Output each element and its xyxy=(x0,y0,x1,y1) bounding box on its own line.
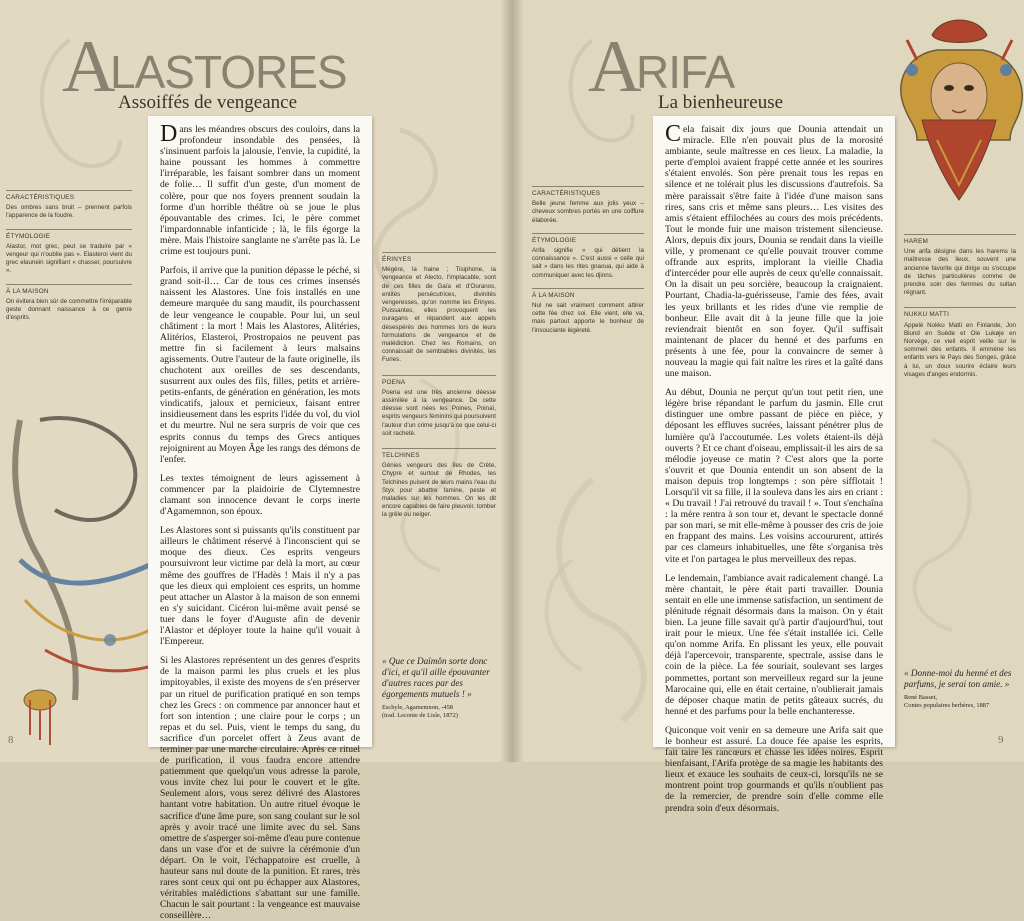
page-number: 9 xyxy=(998,734,1004,746)
title-initial: A xyxy=(62,26,116,108)
info-section-body: Arifa signifie « qui détient la connaissance ». C'est aussi « celle qui sait » dans les rites gnaoua, qui aide à communiquer avec les djinns. xyxy=(532,247,644,279)
body-paragraph: Les textes témoignent de leurs agissement à commencer par la plaidoirie de Clytemnestre clamant son innocence devant le corps inerte d'Agamemnon, son époux. xyxy=(160,472,360,518)
page-subtitle: La bienheureuse xyxy=(658,92,784,113)
info-section-body: Belle jeune femme aux jolis yeux – cheveux sombres portés en une coiffure élaborée. xyxy=(532,200,644,224)
info-section xyxy=(532,186,644,225)
quote-source-line: (trad. Leconte de Lisle, 1872) xyxy=(382,712,458,719)
info-section xyxy=(532,233,644,280)
right-page xyxy=(512,0,1024,814)
main-text-panel xyxy=(148,116,372,921)
body-paragraph: Parfois, il arrive que la punition dépasse le péché, si grand soit-il… Car de tous ces crimes insensés naissent les Alastores. Une fois installés en une demeure marquée du sang maudit, ils pourchassent de leur vengeance le coupable. Pour lui, un seul châtiment : la mort ! Mais les Alastores, Alitéries, Alitérios, Elasteroi, Prostropaios ne peuvent pas mettre fin si facilement à leurs malsains agissements. Outre l'auteur de la faute originelle, ils chuchotent aux oreilles de ses descendants, susurrent aux oules des fils, filles, petits et arrière-petits-enfants, de génération en génération, les mots vindicatifs, jaloux et pernicieux, faisant entrer insidieusement dans les esprits l'idée du vol, du viol et du meurtre. Nul ne sera surpris de voir que ces esprits connus du temps des Grecs antiques rejoignirent au Moyen Âge les rangs des démons de l'enfer. xyxy=(160,265,360,465)
related-section-body: Appelé Nokku Matti en Finlande, Jon Blund en Suède et Ole Lukøje en Norvège, ce vieil esprit veille sur le sommeil des enfants. Il emmène les enfants vers le Pays des Songes, grâce à lui, un doux sourire éclaire leurs visages d'anges endormis. xyxy=(904,321,1016,378)
body-paragraph: Dans les méandres obscurs des couloirs, dans la profondeur insondable des pensées, là s'insinuent parfois la jalousie, l'envie, la cupidité, la haine poussant les hommes à commettre l'irréparable, les faisant sombrer dans un moment de folie… Il suffit d'un geste, d'un moment de colère, pour que nos foyers prennent soudain la forme d'un horrible théâtre où se joue le plus épouvantable des crimes. Ici, le père commet l'impardonnable infanticide ; là, le fils égorge la mère. Mais l'histoire sanglante ne s'arrête pas là. Le crime est toujours puni. xyxy=(160,121,360,258)
page-title: RIFA xyxy=(636,46,735,98)
info-section xyxy=(532,288,644,335)
body-paragraph: Au début, Dounia ne perçut qu'un tout petit rien, une légère brise répandant le parfum du jasmin. Elle crut distinguer une ombre passant de pièce en pièce, y déposant les effluves sucrées, laissant pénétrer plus de lumière qu'à l'accoutumée. Les volets étaient-ils déjà ouverts ? Et ce chant d'oiseau, emplissait-il les airs de sa mélodie joyeuse ce matin ? C'est alors que la porte s'ouvrit et que Dounia entendit un son absent de la maison depuis trop longtemps : son père sifflotait ! Lorsqu'il vit sa fille, il la souleva dans les airs en criant : « Du travail ! J'ai retrouvé du travail ! ». Tout s'enchaîna : la mère rentra à son tour et, devant le spectacle donné par son mari, se mit elle-même à pousser des cris de joie en frappant des mains. Les voisins accoururent, attirés par ces clameurs inhabituelles, une fête s'organisa très vite et l'on partagea le plus merveilleux des repas. xyxy=(665,387,883,565)
related-section xyxy=(382,252,496,365)
left-related-sidebar xyxy=(382,252,496,528)
body-paragraph: Quiconque voit venir en sa demeure une Arifa sait que le bonheur est assuré. La douce fée apaise les esprits, fait taire les rancœurs et chasse les idées noires. Esprit bienfaisant, l'Arifa protège de sa magie les habitants des lieux et exauce les souhaits de ceux-ci, lorsqu'ils ne se montrent point trop gourmands et qu'ils n'oublient pas de la remercier, de prendre soin d'elle comme elle prendra soin d'eux désormais. xyxy=(665,724,883,814)
title-initial: A xyxy=(588,26,642,108)
related-section xyxy=(904,307,1016,379)
related-section-body: Une arifa désigne dans les harems la maîtresse des lieux, souvent une ancienne favorite qui dirige ou s'occupe de tâches particulières comme de prendre soin des femmes du sultan régnant. xyxy=(904,248,1016,297)
related-section-body: Poena est une très ancienne déesse assimilée à la vengeance. De cette déesse sont nées les Poines, Poinaï, esprits vengeurs féminins qui poursuivent l'auteur d'un crime jusqu'à ce que celui-ci soit rachetè. xyxy=(382,388,496,437)
related-section xyxy=(382,448,496,520)
info-section-title: CARACTÉRISTIQUES xyxy=(6,194,75,201)
info-section-title: À LA MAISON xyxy=(532,291,575,299)
info-section-body: Nul ne sait vraiment comment attirer cette fée chez soi. Elle vient, elle va, mais partout apporte le bonheur de l'insouciante légèreté. xyxy=(532,302,644,334)
related-section-body: Génies vengeurs des îles de Crète, Chypre et surtout de Rhodes, les Telchines puisent de leurs mains l'eau du Styx pour abattre famine, peste et maladies sur les hommes. On les dit encore capables de faire pleuvoir, tomber la grêle ou neiger. xyxy=(382,462,496,519)
quote-source xyxy=(904,694,1014,710)
book-spine-shadow xyxy=(500,0,524,762)
page-number: 8 xyxy=(8,734,14,746)
related-section xyxy=(904,234,1016,297)
body-paragraph: Si les Alastores représentent un des genres d'esprits de la maison parmi les plus cruels et les plus impitoyables, il existe des moyens de s'en préserver par un rituel de purification pratiqué en son temps chez les Grecs : on commence par annoncer haut et fort son intention ; une claire pour le corps ; un repas et du sel. Puis, vient le temps du sang, du sacrifice d'un porcelet offert à Zeus avant de terminer par une marche circulaire. Après ce rituel de purification, il vous faudra encore attendre patiemment que quelqu'un vous adresse la parole, vous invite chez lui pour le couvert et le gîte. Seulement alors, vous serez délivré des Alastores hantant votre habitation. Un autre rituel évoque le sacrifice d'une âme pure, son sang coulant sur le sol après y avoir tracé une limite avec du sel. Sans omettre de s'asperger soi-même d'eau pure contenue dans un vase d'or et de suivre la cérémonie d'un départ. On le voit, l'échappatoire est cruelle, à hauteur sans nul doute de la punition. Et rares, très rares sont ceux qui ont pu échapper aux Alastores, véritables malédictions s'abattant sur une famille. Chacun le sait pourtant : la vengeance est mauvaise conseillère… xyxy=(160,655,360,921)
related-section-title: HAREM xyxy=(904,238,929,245)
quote-source xyxy=(382,704,490,720)
epigraph-quote xyxy=(382,656,490,720)
info-section-title: À LA MAISON xyxy=(6,287,49,295)
quote-text: « Que ce Daïmôn sorte donc d'ici, et qu'il aille épouvanter d'autres races par des égorgements mutuels ! » xyxy=(382,656,490,699)
quote-source-line: Eschyle, Agamemnon, -458 xyxy=(382,704,453,711)
left-info-sidebar xyxy=(6,190,132,330)
info-section-body: Des ombres sans bruit – prennent parfois l'apparence de la foudre. xyxy=(6,204,132,220)
body-paragraph: Cela faisait dix jours que Dounia attendait un miracle. Elle n'en pouvait plus de la morosité ambiante, seule maîtresse en ces lieux. La maladie, la perte d'emploi avaient frappé cette année et les sourires s'étaient envolés. Son père prenait tous les repas en silence et ne tolérait plus les discussions d'autrefois. Sa mère paraissait s'être faite à l'idée d'une maison sans rires, sans cris et même sans pleurs… Les visites des amis s'étaient effilochées au cours des mois précédents. Tout le monde fuir une maison tristement silencieuse. Alors, depuis dix jours, Dounia se rendait dans la vieille ville, y promenant ce qu'elle pouvait trouver comme offrande aux esprits, implorant la vieille Chadia d'intercéder pour elle auprès de ceux qu'elle connaissait. On la disait un peu sorcière, beaucoup la craignaient. Pourtant, Chadia-la-guérisseuse, l'amie des fées, avait les yeux brillants et les rides d'une vie remplie de bonheur. Elle avait dit à la jeune fille que la joie reviendrait bientôt en son foyer. Qu'il suffisait maintenant de placer du henné et des parfums en présents à une fée, pour la convaincre de semer à nouveau la magie qui fait naître les rires et la gaîté dans une maison. xyxy=(665,121,883,380)
info-section xyxy=(6,190,132,221)
related-section-title: ÉRINYES xyxy=(382,256,412,263)
quote-source-line: René Basset, xyxy=(904,694,938,701)
body-paragraph: Les Alastores sont si puissants qu'ils constituent par ailleurs le châtiment réservé à l'inconscient qui se moque des dieux. Ces esprits vengeurs poursuivront leur victime par delà la mort, au cœur même des gouffres de l'Hadès ! Mais il n'y a pas que les dieux qui emploient ces esprits, un homme peut attacher un Alastor à la maison de son ennemi en s'y suicidant. Cicéron lui-même avait pensé se tuer dans le foyer d'Auguste afin de devenir l'Alastor et déployer toute la haine qu'il vouait à l'Empereur. xyxy=(160,525,360,648)
page-title: LASTORES xyxy=(110,46,347,98)
arifa-portrait-ornament xyxy=(901,20,1022,200)
info-section-title: CARACTÉRISTIQUES xyxy=(532,190,601,197)
info-section xyxy=(6,284,132,323)
info-section-title: ÉTYMOLOGIE xyxy=(532,236,577,244)
related-section-title: TELCHINES xyxy=(382,452,420,460)
info-section xyxy=(6,229,132,276)
page-subtitle: Assoiffés de vengeance xyxy=(118,92,298,113)
epigraph-quote xyxy=(904,668,1014,710)
related-section-title: NUKKU MATTI xyxy=(904,311,950,319)
main-text-panel xyxy=(653,116,895,814)
right-info-sidebar xyxy=(532,186,644,343)
related-section-title: POENA xyxy=(382,378,406,386)
related-section-body: Mégère, la haine ; Tisiphone, la vengeance et Alecto, l'implacable, sont de ces filles de Gaïa et d'Ouranos, entités persécutrices, divinités vengeresses, qu'on nomme les Érinyes. Puissantes, elles provoquent les ouragans et répandent aux appels désespérés des hommes lors de leurs formulations de vengeance et de malédiction. Chez les Romains, on connaissait de semblables divinités, les Furies. xyxy=(382,266,496,364)
info-section-body: On évitera bien sûr de commettre l'irréparable geste donnant naissance à ce genre d'esprits. xyxy=(6,297,132,322)
body-paragraph: Le lendemain, l'ambiance avait radicalement changé. La mère chantait, le père était parti travailler. Dounia sentait en elle une immense satisfaction, un sentiment de plénitude régnait désormais dans la maison. On y était bien. La jeune fille savait qu'à partir d'aujourd'hui, tout irait pour le mieux. Une fée s'était installée ici. Celle qu'on nomme Arifa. En plissant les yeux, elle pouvait déjà l'apercevoir, transparente, spectrale, assise dans le coin de la pièce. La fée souriait, soulevant ses larges pommettes, portant son merveilleux regard sur la jeune Marocaine qui, elle en était certaine, n'oublierait jamais de déposer chaque matin de petits gâteaux sucrés, du henné et des parfums pour la belle enchanteresse. xyxy=(665,572,883,717)
quote-text: « Donne-moi du henné et des parfums, je serai ton amie. » xyxy=(904,668,1012,689)
quote-source-line: Contes populaires berbères, 1887 xyxy=(904,702,990,709)
related-section xyxy=(382,375,496,438)
right-related-sidebar xyxy=(904,234,1016,387)
info-section-body: Alastor, mot grec, peut se traduire par « vengeur qui n'oublie pas ». Elasteroi vient du grec elaunein signifiant « chasser, poursuivre ». xyxy=(6,242,132,275)
info-section-title: ÉTYMOLOGIE xyxy=(6,232,51,240)
